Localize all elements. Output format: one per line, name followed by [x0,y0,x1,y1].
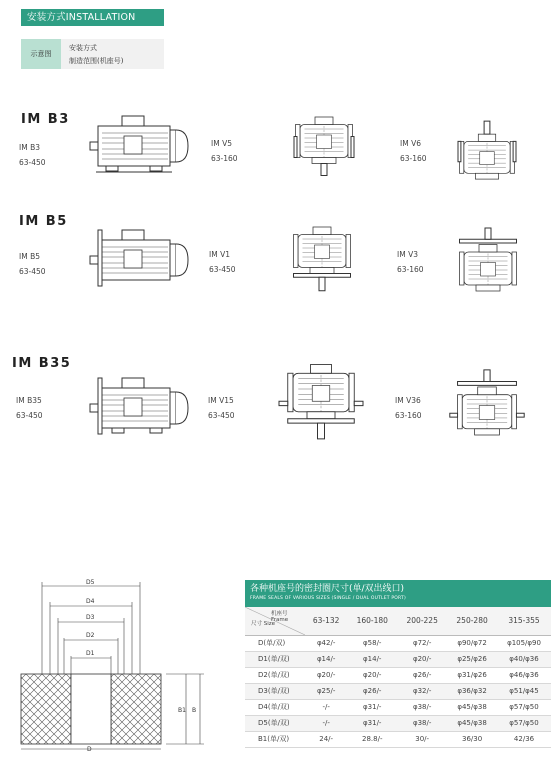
motor-diagram-im-v3 [458,216,518,306]
table-cell: 28.8/- [347,731,397,747]
row-label: B1(单/双) [245,731,305,747]
table-cell: φ14/- [305,651,347,667]
mounting-code: IM B5 [19,252,40,261]
dim-label-d: D [87,746,92,752]
table-cell: φ31/- [347,699,397,715]
dim-label-d2: D2 [86,632,95,639]
motor-label-im-v15 [208,393,235,423]
table-cell: φ31/- [347,715,397,731]
frame-range: 63-450 [19,158,46,167]
motor-label-im-b35 [16,393,43,423]
table-cell: φ25/φ26 [447,651,497,667]
motor-label-im-b3 [19,140,46,170]
dim-label-d1: D1 [86,650,95,657]
table-row [245,715,551,731]
dim-label-d4: D4 [86,598,95,605]
dim-label-d3: D3 [86,614,95,621]
column-header: 315-355 [497,607,551,635]
table-cell: φ26/- [347,683,397,699]
seal-dimension-drawing [14,574,230,752]
motor-label-im-v5 [211,136,238,166]
motor-diagram-im-b3 [88,112,188,172]
mounting-code: IM B35 [16,396,42,405]
table-corner-cell [245,607,305,635]
table-cell: 30/- [397,731,447,747]
mounting-code: IM V36 [395,396,421,405]
table-cell: φ14/- [347,651,397,667]
table-cell: φ45/φ38 [447,715,497,731]
section-title-im-b5: IM B5 [19,214,68,229]
column-header: 63-132 [305,607,347,635]
motor-label-im-b5 [19,249,46,279]
table-row [245,651,551,667]
table-cell: -/- [305,715,347,731]
seal-size-table [245,580,551,748]
row-label: D5(单/双) [245,715,305,731]
table-cell: φ51/φ45 [497,683,551,699]
table-cell: -/- [305,699,347,715]
seal-size-grid [245,607,551,748]
legend-box [21,39,164,69]
table-cell: φ25/- [305,683,347,699]
table-cell: φ40/φ36 [497,651,551,667]
table-cell: φ26/- [397,667,447,683]
mounting-code: IM V3 [397,250,418,259]
row-label: D(单/双) [245,635,305,651]
legend-frame-range: 制造范围(机座号) [69,57,124,65]
motor-diagram-im-v1 [292,216,352,304]
table-title-bar [245,580,551,607]
mounting-code: IM V15 [208,396,234,405]
table-cell: 24/- [305,731,347,747]
table-row [245,731,551,747]
legend-label: 示意图 [21,39,61,69]
table-cell: φ90/φ72 [447,635,497,651]
column-header: 200-225 [397,607,447,635]
motor-label-im-v3 [397,247,424,277]
table-cell: φ32/- [397,683,447,699]
table-row [245,635,551,651]
table-row [245,699,551,715]
mounting-code: IM V1 [209,250,230,259]
table-title: 各种机座号的密封圈尺寸(单/双出线口) [250,584,405,594]
motor-label-im-v1 [209,247,236,277]
table-subtitle: FRAME SEALS OF VARIOUS SIZES (SINGLE / DUAL OUTLET PORT) [250,596,406,601]
dim-label-b: B [192,707,197,714]
table-cell: φ72/- [397,635,447,651]
column-header: 250-280 [447,607,497,635]
table-header-row [245,607,551,635]
legend-mounting-type: 安装方式 [69,44,97,52]
section-title-im-b3: IM B3 [21,112,70,127]
motor-label-im-v6 [400,136,427,166]
dim-label-b1: B1 [178,707,186,714]
dim-label-d5: D5 [86,579,95,586]
table-cell: φ58/- [347,635,397,651]
section-header-installation: 安装方式INSTALLATION [21,9,164,26]
row-label: D3(单/双) [245,683,305,699]
table-cell: φ20/- [347,667,397,683]
mounting-code: IM V5 [211,139,232,148]
table-cell: φ42/- [305,635,347,651]
mounting-code: IM B3 [19,143,40,152]
section-title-im-b35: IM B35 [12,356,72,371]
motor-diagram-im-b35 [88,374,188,434]
table-cell: 36/30 [447,731,497,747]
frame-range: 63-450 [209,265,236,274]
table-cell: φ20/- [397,651,447,667]
table-cell: 42/36 [497,731,551,747]
row-label: D1(单/双) [245,651,305,667]
motor-diagram-im-v15 [286,358,356,448]
frame-range: 63-160 [400,154,427,163]
table-row [245,683,551,699]
table-cell: φ31/φ26 [447,667,497,683]
table-cell: φ105/φ90 [497,635,551,651]
table-row [245,667,551,683]
frame-range: 63-450 [208,411,235,420]
mounting-code: IM V6 [400,139,421,148]
frame-range: 63-450 [16,411,43,420]
table-cell: φ38/- [397,715,447,731]
motor-label-im-v36 [395,393,422,423]
table-cell: φ36/φ32 [447,683,497,699]
frame-range: 63-160 [211,154,238,163]
motor-diagram-im-b5 [88,226,188,286]
motor-diagram-im-v5 [294,107,354,193]
column-header: 160-180 [347,607,397,635]
corner-size-label: 尺寸 Size [251,621,276,627]
frame-range: 63-450 [19,267,46,276]
row-label: D4(单/双) [245,699,305,715]
table-cell: φ45/φ38 [447,699,497,715]
table-cell: φ38/- [397,699,447,715]
frame-range: 63-160 [395,411,422,420]
frame-range: 63-160 [397,265,424,274]
table-cell: φ57/φ50 [497,699,551,715]
table-cell: φ57/φ50 [497,715,551,731]
row-label: D2(单/双) [245,667,305,683]
table-cell: φ20/- [305,667,347,683]
motor-diagram-im-v6 [458,110,516,196]
table-cell: φ46/φ36 [497,667,551,683]
corner-frame-label: 机座号 Frame [271,611,289,623]
motor-diagram-im-v36 [456,358,518,450]
